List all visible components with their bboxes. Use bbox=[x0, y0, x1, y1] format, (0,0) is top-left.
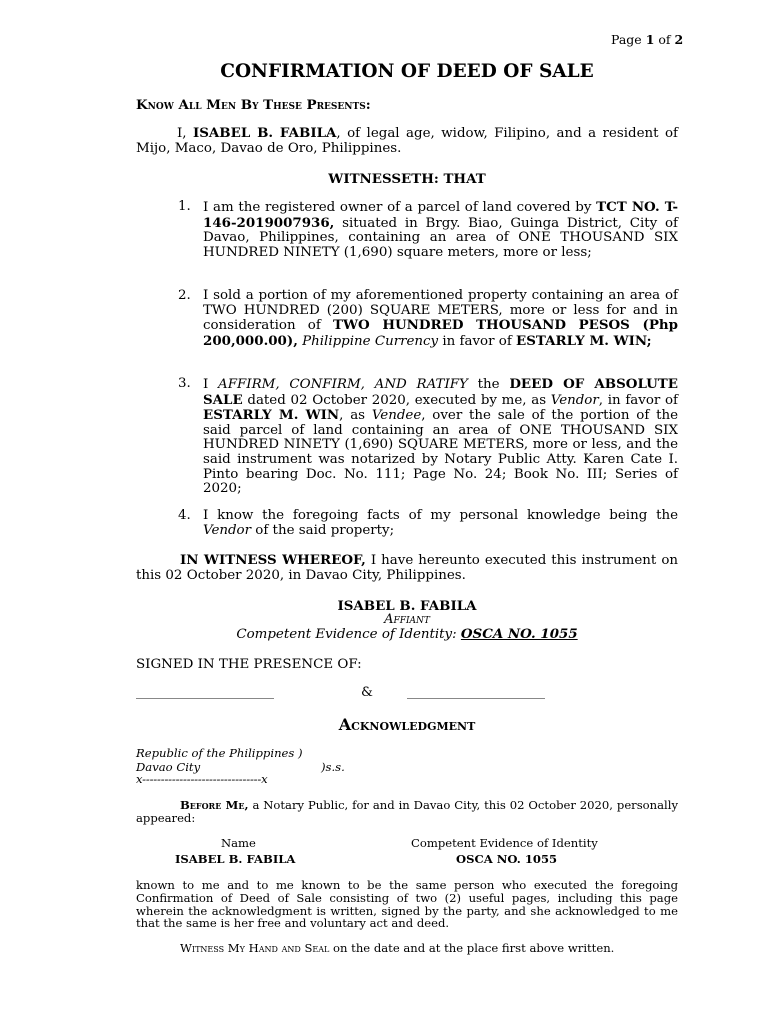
acknowledgment-heading: Acknowledgment bbox=[338, 715, 476, 734]
intro-prefix: I, bbox=[177, 126, 193, 141]
item-2-vendee: ESTARLY M. WIN; bbox=[516, 332, 652, 349]
ampersand: & bbox=[361, 685, 373, 700]
item-1-number: 1. bbox=[178, 199, 191, 214]
item-2-a: I sold a portion of my aforementioned property containing an area of TWO HUNDRED (200) SQUARE METERS, more or less for and in consideration of bbox=[203, 288, 678, 334]
item-2-currency: Philippine Currency bbox=[302, 333, 439, 349]
item-1-text bbox=[203, 200, 678, 260]
signed-presence-label: SIGNED IN THE PRESENCE OF: bbox=[136, 657, 362, 672]
venue-dashes: x--------------------------------x bbox=[136, 772, 268, 786]
document-title: CONFIRMATION OF DEED OF SALE bbox=[220, 61, 594, 82]
item-3-b: the bbox=[467, 377, 510, 392]
item-2-b: in favor of bbox=[438, 333, 517, 349]
page-number bbox=[611, 32, 683, 47]
venue-ss: )s.s. bbox=[321, 760, 345, 774]
item-4-number: 4. bbox=[178, 508, 191, 523]
item-1-tct: TCT NO. T-146-2019007936, bbox=[203, 199, 679, 231]
know-all-men-heading: Know All Men By These Presents: bbox=[136, 97, 371, 113]
ack-col-name: Name bbox=[221, 836, 256, 850]
affiant-name: ISABEL B. FABILA bbox=[192, 125, 337, 141]
item-3-number: 3. bbox=[178, 376, 191, 391]
item-3-e: , as bbox=[339, 408, 372, 424]
item-4-a: I know the foregoing facts of my personal knowledge being the bbox=[203, 508, 678, 523]
item-4-vendor: Vendor bbox=[203, 522, 252, 538]
witness-hand-rest: on the date and at the place first above written. bbox=[329, 941, 615, 955]
item-1-a: I am the registered owner of a parcel of land covered by bbox=[203, 200, 597, 215]
item-2-number: 2. bbox=[178, 288, 191, 303]
page-word: Page bbox=[611, 32, 642, 47]
item-3-vendee-role: Vendee bbox=[371, 408, 422, 424]
witness-signature-line-left: _______________________ bbox=[136, 685, 274, 699]
item-1-b: situated in Brgy. Biao, Guinga District, City of Davao, Philippines, containing an area of ONE THOUSAND SIX HUNDRED NINETY (1,690) square meters, more or less; bbox=[203, 215, 678, 260]
competent-evidence-value: OSCA NO. 1055 bbox=[460, 626, 578, 642]
item-3-text bbox=[203, 377, 678, 497]
witness-whereof-rest: I have hereunto executed this instrument on this 02 October 2020, in Davao City, Philippines. bbox=[136, 553, 678, 583]
page-current: 1 bbox=[645, 32, 655, 47]
item-3-vendor: Vendor bbox=[550, 392, 599, 408]
page-of: of bbox=[658, 32, 671, 47]
item-3-vendee: ESTARLY M. WIN bbox=[203, 407, 340, 424]
venue-city: Davao City bbox=[136, 760, 201, 774]
affiant-role: Affiant bbox=[384, 612, 430, 627]
ack-row-evidence: OSCA NO. 1055 bbox=[456, 852, 558, 866]
known-to-me-paragraph: known to me and to me known to be the same person who executed the foregoing Confirmation of Deed of Sale consisting of two (2) useful pages, including this page wherein the acknowledgment is written, signed by the party, and she acknowledged to me that the same is her free and voluntary act and deed. bbox=[136, 878, 678, 931]
item-3-a: I bbox=[203, 377, 219, 392]
witness-whereof-paragraph bbox=[136, 553, 678, 583]
witness-whereof-lead: IN WITNESS WHEREOF, bbox=[180, 552, 366, 568]
before-me-lead: Before Me, bbox=[180, 798, 249, 812]
witness-hand-lead: Witness My Hand and Seal bbox=[180, 941, 330, 955]
intro-rest: , of legal age, widow, Filipino, and a resident of Mijo, Maco, Davao de Oro, Philippines. bbox=[136, 126, 678, 156]
ack-col-evidence: Competent Evidence of Identity bbox=[411, 836, 598, 850]
item-3-c: dated 02 October 2020, executed by me, as bbox=[242, 392, 551, 408]
item-3-deed: DEED OF ABSOLUTE SALE bbox=[203, 376, 678, 408]
item-3-f: , over the sale of the portion of the said parcel of land containing an area of ONE THOUSAND SIX HUNDRED NINETY (1,690) SQUARE METERS, more or less, and the said instrument was notarized by Notary Public Atty. Karen Cate I. Pinto bearing Doc. No. 111; Page No. 24; Book No. III; Series of 2020; bbox=[203, 408, 679, 497]
witnesseth-heading: WITNESSETH: THAT bbox=[328, 171, 486, 187]
item-4-text bbox=[203, 509, 678, 538]
ack-row-name: ISABEL B. FABILA bbox=[175, 852, 296, 866]
item-2-amount: TWO HUNDRED THOUSAND PESOS (Php 200,000.00), bbox=[203, 317, 678, 349]
competent-evidence-label: Competent Evidence of Identity: bbox=[236, 627, 461, 642]
affiant-signature-name: ISABEL B. FABILA bbox=[337, 598, 477, 614]
before-me-paragraph bbox=[136, 799, 678, 825]
before-me-rest: a Notary Public, for and in Davao City, this 02 October 2020, personally appeared: bbox=[136, 798, 678, 825]
witness-hand-paragraph bbox=[136, 942, 678, 955]
competent-evidence-line bbox=[136, 626, 678, 642]
witness-signature-line-right: _______________________ bbox=[407, 685, 545, 699]
item-4-b: of the said property; bbox=[251, 522, 395, 538]
page-total: 2 bbox=[674, 32, 684, 47]
item-3-d: , in favor of bbox=[598, 392, 678, 408]
venue-republic: Republic of the Philippines ) bbox=[136, 746, 303, 760]
intro-paragraph bbox=[136, 126, 678, 156]
item-2-text bbox=[203, 289, 678, 349]
item-3-affirm: AFFIRM, CONFIRM, AND RATIFY bbox=[218, 377, 468, 392]
